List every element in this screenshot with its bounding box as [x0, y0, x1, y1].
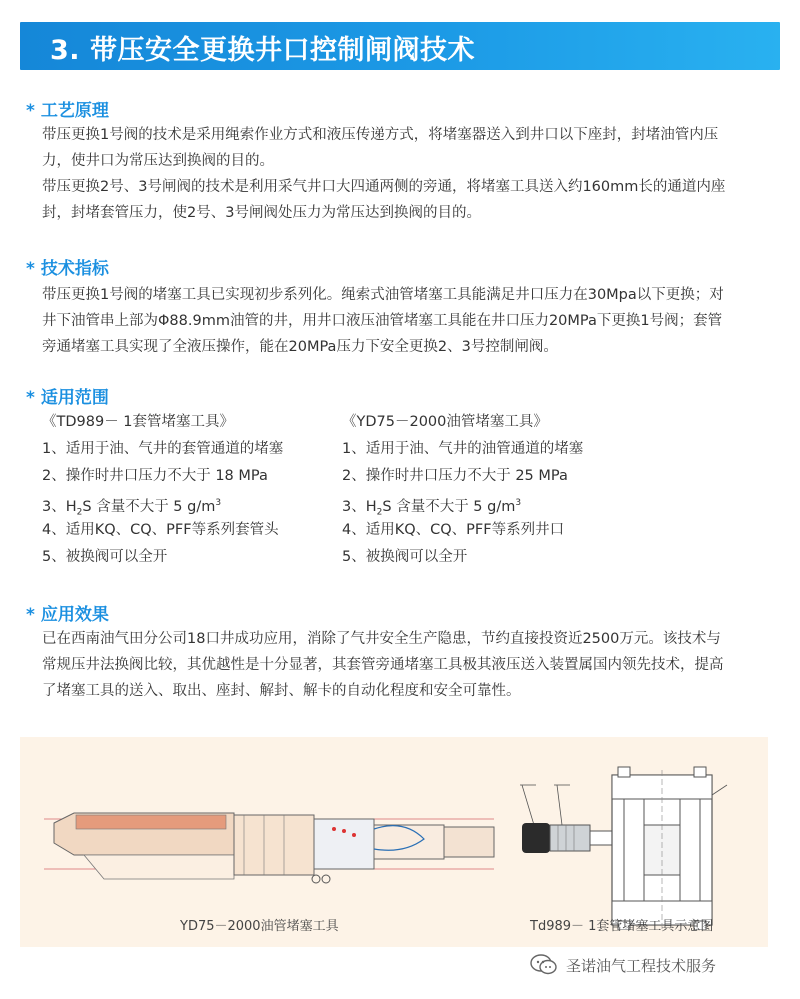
list-item: 1、适用于油、气井的油管通道的堵塞 [342, 441, 584, 457]
principle-paragraph [42, 122, 782, 226]
list-item: 2、操作时井口压力不大于 25 MPa [342, 468, 568, 484]
figure-panel [20, 737, 768, 947]
list-item: 5、被换阀可以全开 [42, 549, 168, 565]
text-line: 带压更换1号阀的堵塞工具已实现初步系列化。绳索式油管堵塞工具能满足井口压力在30Mpa以下更换；对 [42, 287, 724, 303]
effect-paragraph [42, 626, 782, 704]
section-title: 应用效果 [40, 605, 109, 625]
title-banner [20, 22, 780, 70]
bullet-star-icon: * [26, 259, 35, 279]
text-line: 带压更换1号阀的技术是采用绳索作业方式和液压传递方式，将堵塞器送入到井口以下座封，封堵油管内压 [42, 127, 719, 143]
list-item-h2s: 3、$H_2S$ 含量不大于 5 $g/m^3$ [42, 498, 222, 518]
list-item: 4、适用KQ、CQ、PFF等系列套管头 [42, 522, 279, 538]
list-item-h2s: 3、$H_2S$ 含量不大于 5 $g/m^3$ [342, 498, 522, 518]
section-title: 适用范围 [40, 388, 109, 408]
bullet-star-icon: * [26, 101, 35, 121]
list-item: 4、适用KQ、CQ、PFF等系列井口 [342, 522, 565, 538]
tool-title: 《YD75－2000油管堵塞工具》 [342, 414, 548, 430]
page-title: 3. 带压安全更换井口控制闸阀技术 [50, 35, 475, 66]
text-line: 带压更换2号、3号闸阀的技术是利用采气井口大四通两侧的旁通，将堵塞工具送入约160mm长的通道内座 [42, 179, 726, 195]
text-line: 井下油管串上部为Φ88.9mm油管的井，用井口液压油管堵塞工具能在井口压力20MPa下更换1号阀；套管 [42, 313, 723, 329]
wechat-icon [530, 954, 558, 976]
figure-caption-right: Td989－ 1套管堵塞工具示意图 [530, 919, 714, 934]
scope-right-column [342, 409, 583, 571]
tubing-plug-tool-drawing [44, 799, 504, 889]
text-line: 常规压井法换阀比较，其优越性是十分显著，其套管旁通堵塞工具极其液压送入装置属国内领先技术，提高 [42, 657, 724, 673]
text-line: 力，使井口为常压达到换阀的目的。 [42, 153, 274, 169]
list-item: 5、被换阀可以全开 [342, 549, 468, 565]
section-title: 工艺原理 [40, 101, 109, 121]
section-heading-scope [26, 383, 109, 408]
casing-plug-tool-drawing [512, 765, 732, 930]
section-heading-principle [26, 96, 109, 121]
scope-left-column [42, 409, 283, 571]
text-line: 了堵塞工具的送入、取出、座封、解封、解卡的自动化程度和安全可靠性。 [42, 683, 521, 699]
indicators-paragraph [42, 282, 782, 360]
bullet-star-icon: * [26, 605, 35, 625]
list-item: 1、适用于油、气井的套管通道的堵塞 [42, 441, 284, 457]
tool-title: 《TD989－ 1套管堵塞工具》 [42, 414, 235, 430]
text-line: 封，封堵套管压力，使2号、3号闸阀处压力为常压达到换阀的目的。 [42, 205, 481, 221]
figure-caption-left: YD75－2000油管堵塞工具 [180, 919, 339, 934]
list-item: 2、操作时井口压力不大于 18 MPa [42, 468, 268, 484]
text-line: 已在西南油气田分公司18口井成功应用，消除了气井安全生产隐患，节约直接投资近2500万元。该技术与 [42, 631, 721, 647]
watermark-text: 圣诺油气工程技术服务 [566, 956, 717, 975]
text-line: 旁通堵塞工具实现了全液压操作，能在20MPa压力下安全更换2、3号控制闸阀。 [42, 339, 558, 355]
bullet-star-icon: * [26, 388, 35, 408]
section-heading-effect [26, 600, 109, 625]
section-heading-indicators [26, 254, 109, 279]
section-title: 技术指标 [40, 259, 109, 279]
wechat-watermark [530, 950, 716, 980]
